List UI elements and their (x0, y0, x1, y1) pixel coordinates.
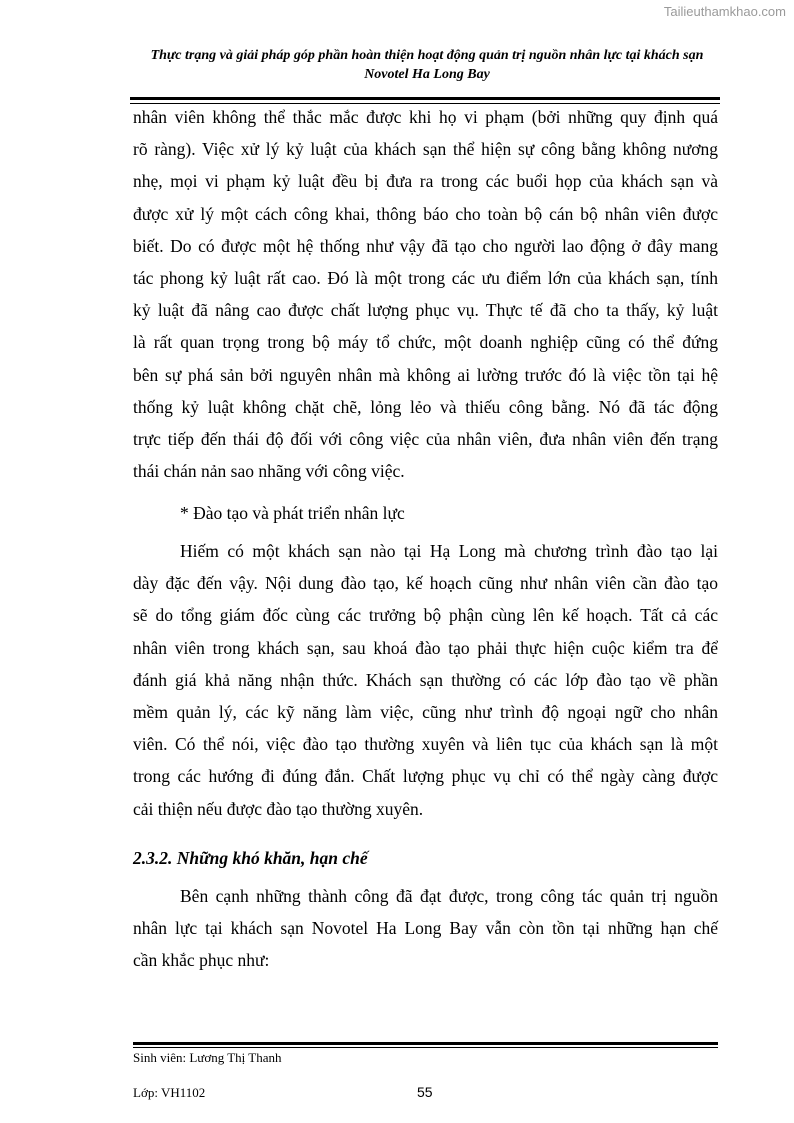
text-line: thống kỷ luật không chặt chẽ, lỏng lẻo và thiếu công bằng. Nó đã tác động (133, 396, 718, 417)
text-line: biết. Do có được một hệ thống như vậy đã tạo cho người lao động ở đây mang (133, 235, 718, 256)
subheading-training: * Đào tạo và phát triển nhân lực (180, 503, 405, 523)
text-line: mềm quản lý, các kỹ năng làm việc, cũng như trình độ ngoại ngữ cho nhân (133, 701, 718, 722)
paragraph-3 (133, 880, 718, 977)
text-line: trực tiếp đến thái độ đối với công việc của nhân viên, đưa nhân viên đến trạng (133, 428, 718, 449)
text-line: đánh giá khả năng nhận thức. Khách sạn thường có các lớp đào tạo về phần (133, 669, 718, 690)
footer-rule-thin (133, 1047, 718, 1048)
text-line: nhân lực tại khách sạn Novotel Ha Long Bay vẫn còn tồn tại những hạn chế (133, 918, 718, 939)
text-line: nhân viên trong khách sạn, sau khoá đào tạo phải thực hiện cuộc kiểm tra để (133, 637, 718, 658)
footer-class: Lớp: VH1102 (133, 1085, 206, 1100)
text-line: nhân viên không thể thắc mắc được khi họ vi phạm (bởi những quy định quá (133, 107, 718, 127)
footer-student: Sinh viên: Lương Thị Thanh (133, 1050, 282, 1065)
paragraph-2 (133, 535, 718, 825)
text-line: là rất quan trọng trong bộ máy tổ chức, một doanh nghiệp cũng có thể đứng (133, 332, 718, 353)
running-header (120, 46, 734, 84)
text-line: sẽ do tổng giám đốc cùng các trưởng bộ phận cùng lên kế hoạch. Tất cả các (133, 605, 718, 626)
text-line: bên sự phá sản bởi nguyên nhân mà không ai lường trước đó là việc tồn tại hệ (133, 364, 718, 385)
header-rule-thick (130, 97, 720, 100)
text-line: nhẹ, mọi vi phạm kỷ luật đều bị đưa ra trong các buổi họp của khách sạn và (133, 171, 718, 192)
text-line: Bên cạnh những thành công đã đạt được, trong công tác quản trị nguồn (180, 886, 718, 906)
text-line: tác phong kỷ luật rất cao. Đó là một trong các ưu điểm lớn của khách sạn, tính (133, 267, 718, 288)
text-line: kỷ luật đã nâng cao được chất lượng phục vụ. Thực tế đã cho ta thấy, kỷ luật (133, 300, 718, 321)
watermark: Tailieuthamkhao.com (663, 4, 786, 19)
page-number: 55 (417, 1084, 433, 1100)
footer-rule-thick (133, 1042, 718, 1045)
text-line: trong các hướng đi đúng đắn. Chất lượng phục vụ chỉ có thể ngày càng được (133, 766, 718, 787)
text-line: được xử lý một cách công khai, thông báo cho toàn bộ cán bộ nhân viên được (133, 203, 718, 224)
text-line: viên. Có thể nói, việc đào tạo thường xuyên và liên tục của khách sạn là một (133, 734, 718, 755)
section-heading: 2.3.2. Những khó khăn, hạn chế (133, 848, 368, 868)
paragraph-1 (133, 101, 718, 487)
text-line: cần khắc phục như: (133, 950, 270, 971)
header-title-line1: Thực trạng và giải pháp góp phần hoàn thiện hoạt động quản trị nguồn nhân lực tại khách sạn (150, 48, 704, 63)
text-line: thái chán nản sao nhãng với công việc. (133, 461, 405, 482)
text-line: cải thiện nếu được đào tạo thường xuyên. (133, 798, 424, 819)
header-title-line2: Novotel Ha Long Bay (364, 67, 490, 82)
text-line: rõ ràng). Việc xử lý kỷ luật của khách sạn thể hiện sự công bằng không nương (133, 139, 718, 160)
text-line: dày đặc đến vậy. Nội dung đào tạo, kế hoạch cũng như nhân viên cần đào tạo (133, 573, 718, 594)
text-line: Hiếm có một khách sạn nào tại Hạ Long mà chương trình đào tạo lại (180, 541, 718, 561)
